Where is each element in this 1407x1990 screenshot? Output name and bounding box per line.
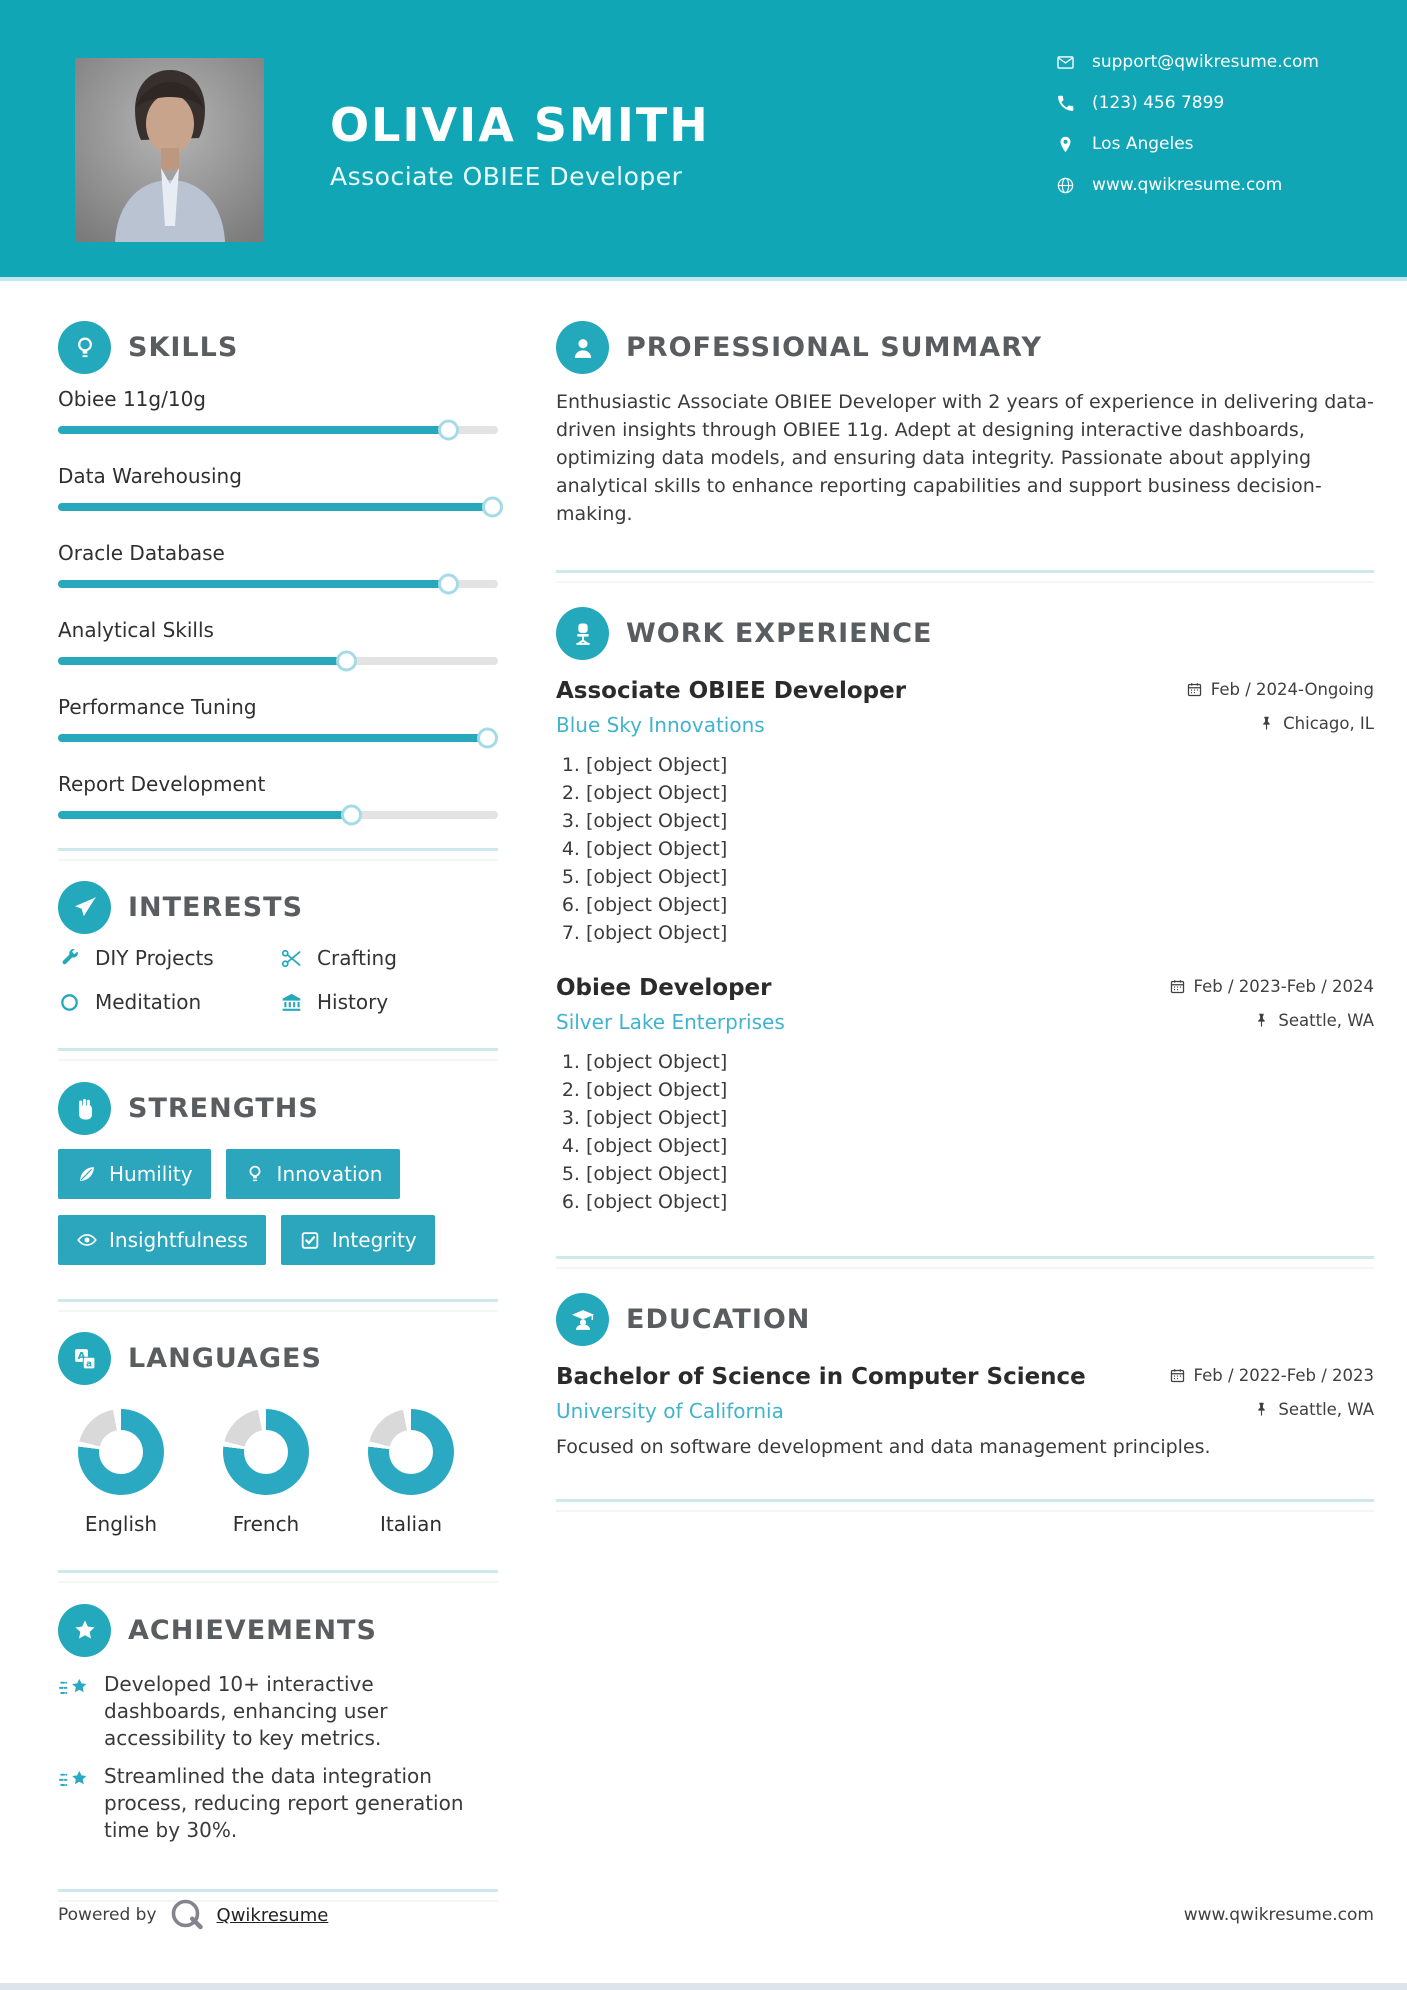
wrench-icon [58,947,81,970]
section-title: WORK EXPERIENCE [626,618,933,649]
language-donut-chart [223,1409,309,1495]
section-title: EDUCATION [626,1304,811,1335]
job-bullet: 2. [object Object] [586,1076,1374,1104]
achievement-item [58,1763,498,1844]
language-label: French [232,1512,300,1536]
person-name: OLIVIA SMITH [330,98,710,152]
job-company: Silver Lake Enterprises [556,1010,785,1034]
header-band [0,0,1407,277]
section-title: STRENGTHS [128,1093,319,1124]
job-entry [556,678,1374,947]
left-column [58,277,498,1892]
location-icon [1056,135,1075,154]
job-list [556,678,1374,1216]
education-note: Focused on software development and data management principles. [556,1436,1211,1458]
job-bullet: 4. [object Object] [586,835,1374,863]
achievement-item [58,1671,498,1752]
achievement-text: Developed 10+ interactive dashboards, enhancing user accessibility to key metrics. [104,1672,388,1750]
job-bullet: 4. [object Object] [586,1132,1374,1160]
achievement-list [58,1671,498,1844]
interest-label: Meditation [95,990,202,1014]
contact-text: (123) 456 7899 [1092,93,1225,113]
graduate-icon [556,1293,609,1346]
slider-handle[interactable] [477,728,498,749]
job-bullet: 3. [object Object] [586,807,1374,835]
slider-fill [58,657,348,665]
section-education [556,1293,1374,1461]
slider-fill [58,734,489,742]
contact-text: support@qwikresume.com [1092,52,1319,72]
contact-item[interactable] [1056,173,1319,197]
language-item [78,1409,164,1536]
slider-handle[interactable] [482,497,503,518]
slider-fill [58,426,450,434]
language-item [223,1409,309,1536]
pushpin-icon [1258,715,1275,732]
profile-photo [75,58,264,242]
paper-plane-icon [58,881,111,934]
powered-by-label: Powered by [58,1905,157,1925]
calendar-icon [1169,1367,1186,1384]
section-title: LANGUAGES [128,1343,322,1374]
job-location: Seattle, WA [1253,1011,1374,1030]
achievement-text: Streamlined the data integration process, reducing report generation time by 30%. [104,1764,464,1842]
right-column [556,277,1374,1502]
skill-slider[interactable] [58,503,498,511]
skill-label: Report Development [58,772,266,796]
calendar-icon [1186,681,1203,698]
interest-item [280,990,498,1014]
language-list [58,1409,498,1536]
job-entry [556,975,1374,1216]
strength-badge [58,1215,266,1265]
skill-slider[interactable] [58,811,498,819]
job-title: Associate OBIEE Developer [556,678,907,704]
strength-label: Innovation [276,1162,383,1186]
section-title: PROFESSIONAL SUMMARY [626,332,1043,363]
section-divider [556,1499,1374,1502]
job-location: Chicago, IL [1258,714,1374,733]
section-divider [58,1889,498,1892]
skill-item [58,540,498,588]
skill-slider[interactable] [58,580,498,588]
interest-label: History [317,990,389,1014]
scissors-icon [280,947,303,970]
slider-fill [58,811,353,819]
job-bullet: 2. [object Object] [586,779,1374,807]
section-divider [556,570,1374,573]
person-icon [556,321,609,374]
fist-icon [58,1082,111,1135]
bottom-edge-strip [0,1983,1407,1990]
contact-item[interactable] [1056,132,1319,156]
summary-text: Enthusiastic Associate OBIEE Developer with 2 years of experience in delivering data-driven insights through OBIEE 11g. Adept at designing interactive dashboards, optimizing data models, and ensuring data integrity. Passionate about applying analytical skills to enhance reporting capabilities and support business decision-making. [556,391,1374,525]
section-divider [58,1299,498,1302]
school-name: University of California [556,1399,784,1423]
language-item [368,1409,454,1536]
strength-list [58,1149,498,1265]
skill-slider[interactable] [58,657,498,665]
shooting-star-icon [58,1673,89,1704]
job-bullet: 5. [object Object] [586,863,1374,891]
education-dates: Feb / 2022-Feb / 2023 [1169,1366,1374,1385]
job-dates: Feb / 2023-Feb / 2024 [1169,977,1374,996]
job-bullet: 5. [object Object] [586,1160,1374,1188]
globe-icon [1056,176,1075,195]
skill-item [58,617,498,665]
interest-list [58,946,498,1014]
section-divider [58,848,498,851]
translate-icon [58,1332,111,1385]
job-dates: Feb / 2024-Ongoing [1186,680,1374,699]
section-title: SKILLS [128,332,239,363]
pushpin-icon [1253,1012,1270,1029]
skill-slider[interactable] [58,734,498,742]
contact-text: Los Angeles [1092,134,1194,154]
language-label: Italian [379,1512,443,1536]
job-bullet: 3. [object Object] [586,1104,1374,1132]
language-label: English [84,1512,158,1536]
skill-label: Analytical Skills [58,618,214,642]
qwikresume-link[interactable]: Qwikresume [216,1904,329,1926]
slider-handle[interactable] [438,574,459,595]
contact-list [1056,50,1319,197]
job-company: Blue Sky Innovations [556,713,765,737]
slider-fill [58,503,494,511]
section-divider [556,1256,1374,1259]
qwikresume-logo-icon [169,1897,205,1933]
job-bullet: 7. [object Object] [586,919,1374,947]
interest-label: Crafting [317,946,397,970]
section-languages [58,1332,498,1536]
shooting-star-icon [58,1765,89,1796]
calendar-icon [1169,978,1186,995]
job-bullet: 6. [object Object] [586,891,1374,919]
section-strengths [58,1082,498,1265]
language-donut-chart [368,1409,454,1495]
section-divider [58,1570,498,1573]
museum-icon [280,991,303,1014]
eye-icon [76,1229,98,1251]
slider-handle[interactable] [438,420,459,441]
skill-item [58,771,498,819]
interest-item [280,946,498,970]
strength-label: Insightfulness [109,1228,248,1252]
leaf-icon [76,1163,98,1185]
strength-badge [58,1149,211,1199]
person-title: Associate OBIEE Developer [330,161,683,191]
slider-handle[interactable] [336,651,357,672]
degree-title: Bachelor of Science in Computer Science [556,1364,1086,1390]
star-icon [58,1604,111,1657]
education-location: Seattle, WA [1253,1400,1374,1419]
job-bullet: 6. [object Object] [586,1188,1374,1216]
section-skills [58,321,498,819]
job-bullet-list [556,751,1374,947]
section-experience [556,607,1374,1216]
footer [58,1897,1374,1933]
strength-badge [281,1215,435,1265]
section-interests [58,881,498,1014]
job-title: Obiee Developer [556,975,772,1001]
skill-label: Data Warehousing [58,464,242,488]
ring-icon [58,991,81,1014]
skill-label: Performance Tuning [58,695,257,719]
skill-item [58,386,498,434]
section-divider [58,1048,498,1051]
bulb-icon [244,1163,266,1185]
section-title: INTERESTS [128,892,304,923]
language-donut-chart [78,1409,164,1495]
section-title: ACHIEVEMENTS [128,1615,377,1646]
slider-handle[interactable] [341,805,362,826]
section-achievements [58,1604,498,1844]
contact-item[interactable] [1056,50,1319,74]
contact-text: www.qwikresume.com [1092,175,1283,195]
footer-site-link[interactable]: www.qwikresume.com [1183,1905,1374,1925]
contact-item[interactable] [1056,91,1319,115]
interest-item [58,990,280,1014]
interest-item [58,946,280,970]
skill-label: Oracle Database [58,541,225,565]
skill-item [58,463,498,511]
profile-photo-image [75,58,264,242]
skill-item [58,694,498,742]
email-icon [1056,53,1075,72]
checksquare-icon [299,1229,321,1251]
skill-slider[interactable] [58,426,498,434]
office-chair-icon [556,607,609,660]
section-summary [556,321,1374,528]
job-bullet: 1. [object Object] [586,751,1374,779]
strength-label: Humility [109,1162,193,1186]
job-bullet-list [556,1048,1374,1216]
strength-badge [226,1149,401,1199]
interest-label: DIY Projects [95,946,214,970]
strength-label: Integrity [331,1228,417,1252]
lightbulb-icon [58,321,111,374]
job-bullet: 1. [object Object] [586,1048,1374,1076]
phone-icon [1056,94,1075,113]
skill-label: Obiee 11g/10g [58,387,206,411]
slider-fill [58,580,450,588]
skill-list [58,386,498,819]
pushpin-icon [1253,1401,1270,1418]
